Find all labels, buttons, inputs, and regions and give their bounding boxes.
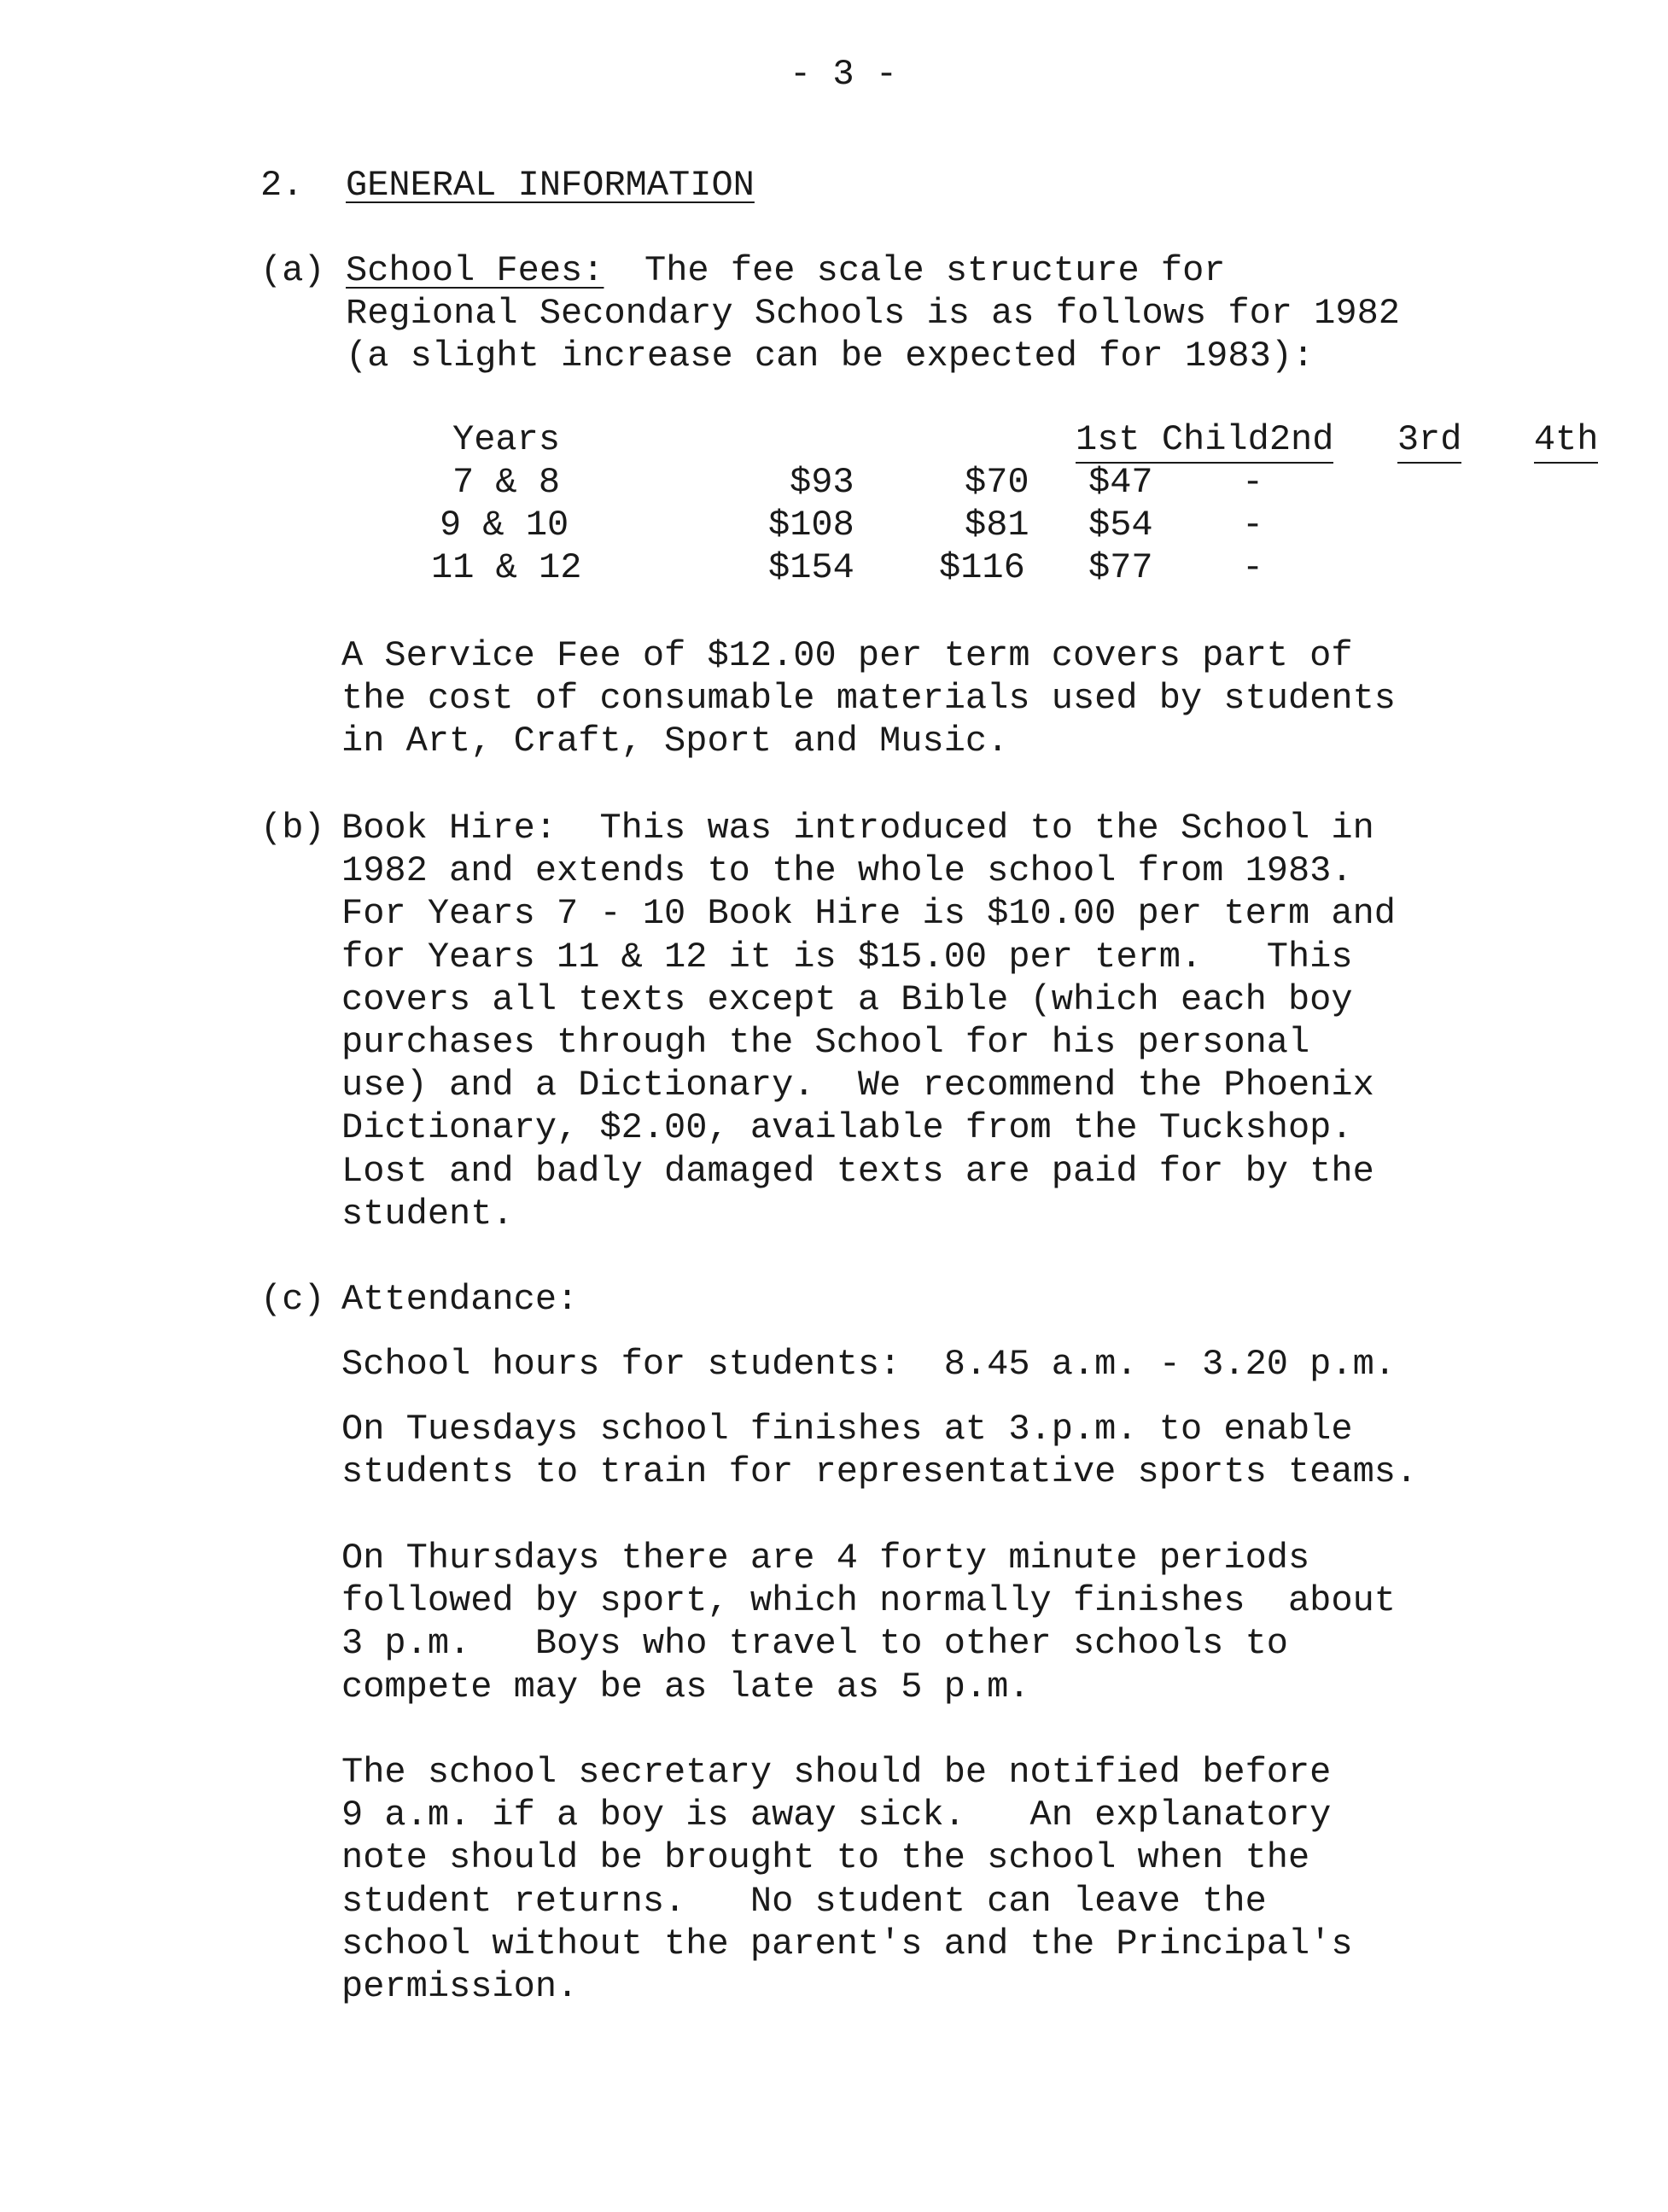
text-line: On Tuesdays school finishes at 3.p.m. to enable — [341, 1409, 1353, 1450]
text-line: the cost of consumable materials used by students — [341, 678, 1397, 720]
header-3rd: 3rd — [1397, 418, 1534, 461]
first-child-cell: $108 — [768, 505, 854, 546]
text-line: note should be brought to the school when the — [341, 1837, 1310, 1879]
text-line: Dictionary, $2.00, available from the Tuckshop. — [341, 1107, 1353, 1149]
first-child-cell: $154 — [768, 547, 854, 588]
header-1st-child: 1st Child — [751, 418, 1269, 461]
book-hire-paragraph — [341, 807, 1396, 1235]
section-number: 2. — [260, 165, 304, 206]
section-title: GENERAL INFORMATION — [346, 165, 755, 206]
text-line: A Service Fee of $12.00 per term covers part of — [341, 635, 1353, 676]
text-line: student returns. No student can leave the — [341, 1880, 1267, 1922]
text-line: Regional Secondary Schools is as follows for 1982 — [346, 293, 1401, 334]
service-fee-paragraph — [341, 634, 1396, 763]
fee-table — [427, 418, 1628, 461]
text-line: On Thursdays there are 4 forty minute periods — [341, 1538, 1310, 1579]
text-line: 9 a.m. if a boy is away sick. An explanatory — [341, 1795, 1332, 1836]
attendance-heading: Attendance: — [341, 1279, 579, 1320]
years-cell: 9 & 10 — [440, 505, 569, 546]
text-line: Book Hire: This was introduced to the School in — [341, 808, 1374, 849]
header-years: Years — [452, 419, 561, 460]
years-cell: 7 & 8 — [452, 462, 561, 503]
third-cell: $54 — [1088, 505, 1153, 546]
text-line: 3 p.m. Boys who travel to other schools to — [341, 1623, 1288, 1665]
text-line: in Art, Craft, Sport and Music. — [341, 721, 1009, 762]
second-cell: $81 — [965, 505, 1029, 546]
text-line: students to train for representative sports teams. — [341, 1451, 1418, 1493]
text-line: Lost and badly damaged texts are paid for by the — [341, 1150, 1374, 1192]
secretary-paragraph — [341, 1751, 1353, 2008]
tuesday-paragraph — [341, 1408, 1417, 1493]
fourth-cell: - — [1242, 547, 1264, 588]
page-number: - 3 - — [790, 54, 898, 95]
fee-table-header-row — [427, 418, 1628, 461]
item-c-label: (c) — [260, 1279, 325, 1320]
text-line: school without the parent's and the Principal's — [341, 1923, 1353, 1964]
school-fees-intro-first: The fee scale structure for — [644, 250, 1226, 291]
second-cell: $116 — [939, 547, 1025, 588]
text-line: For Years 7 - 10 Book Hire is $10.00 per term and — [341, 893, 1397, 935]
text-line: student. — [341, 1193, 514, 1234]
fourth-cell: - — [1242, 505, 1264, 546]
school-fees-intro — [346, 292, 1400, 377]
third-cell: $77 — [1088, 547, 1153, 588]
thursday-paragraph — [341, 1537, 1396, 1708]
school-hours-line: School hours for students: 8.45 a.m. - 3.20 p.m. — [341, 1344, 1397, 1385]
text-line: 1982 and extends to the whole school from 1983. — [341, 850, 1353, 892]
text-line: The school secretary should be notified before — [341, 1752, 1332, 1793]
item-a-label: (a) — [260, 250, 325, 291]
text-line: covers all texts except a Bible (which each boy — [341, 978, 1353, 1020]
header-2nd: 2nd — [1269, 418, 1397, 461]
second-cell: $70 — [965, 462, 1029, 503]
text-line: purchases through the School for his personal — [341, 1022, 1310, 1064]
text-line: permission. — [341, 1966, 579, 2008]
first-child-cell: $93 — [790, 462, 854, 503]
text-line: followed by sport, which normally finishes about — [341, 1580, 1397, 1622]
fourth-cell: - — [1242, 462, 1264, 503]
text-line: use) and a Dictionary. We recommend the Phoenix — [341, 1065, 1374, 1106]
item-b-label: (b) — [260, 808, 325, 849]
years-cell: 11 & 12 — [431, 547, 582, 588]
text-line: for Years 11 & 12 it is $15.00 per term. This — [341, 936, 1353, 978]
text-line: (a slight increase can be expected for 1983): — [346, 336, 1315, 377]
school-fees-heading: School Fees: — [346, 250, 604, 291]
third-cell: $47 — [1088, 462, 1153, 503]
header-4th: 4th — [1534, 418, 1628, 461]
text-line: compete may be as late as 5 p.m. — [341, 1666, 1030, 1707]
